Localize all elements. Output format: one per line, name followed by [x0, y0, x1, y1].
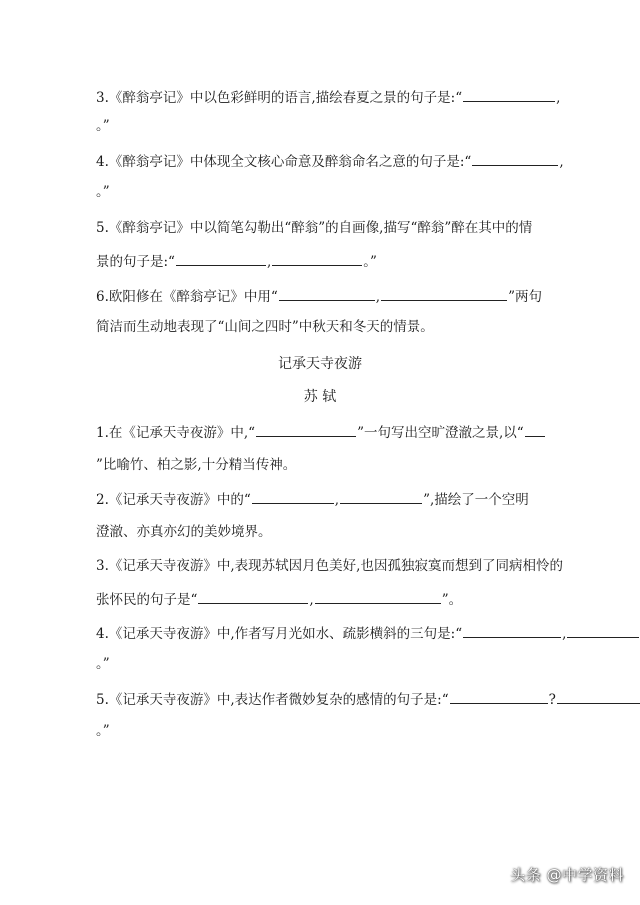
- question-zuiweng-3: [96, 88, 560, 107]
- answer-blank[interactable]: [381, 287, 507, 301]
- answer-blank[interactable]: [315, 590, 441, 604]
- question-text: 3.《醉翁亭记》中以色彩鲜明的语言,描绘春夏之景的句子是:“: [96, 90, 463, 106]
- question-chengtian-3: [96, 557, 563, 575]
- closing-quote: 。”: [363, 254, 377, 270]
- question-text-mid: ”一句写出空旷澄澈之景,以“: [357, 425, 524, 441]
- answer-blank[interactable]: [557, 690, 640, 704]
- answer-blank[interactable]: [272, 252, 362, 266]
- separator: ,: [334, 492, 340, 508]
- answer-blank[interactable]: [525, 423, 545, 437]
- answer-blank[interactable]: [472, 152, 558, 166]
- answer-blank[interactable]: [463, 88, 555, 102]
- separator: ,: [309, 592, 314, 608]
- question-text: ”比喻竹、柏之影,十分精当传神。: [96, 457, 297, 473]
- separator: ?: [548, 692, 556, 708]
- question-text: 1.在《记承天寺夜游》中,“: [96, 425, 256, 441]
- question-text: 4.《记承天寺夜游》中,作者写月光如水、疏影横斜的三句是:“: [96, 626, 463, 642]
- question-chengtian-1-line2: [96, 456, 296, 474]
- question-text-after: ”,描绘了一个空明: [423, 492, 529, 508]
- question-zuiweng-4-end: [96, 183, 110, 201]
- question-text: 5.《醉翁亭记》中以简笔勾勒出“醉翁”的自画像,描写“醉翁”醉在其中的情: [96, 220, 533, 236]
- question-text: 3.《记承天寺夜游》中,表现苏轼因月色美好,也因孤独寂寞而想到了同病相怜的: [96, 558, 563, 574]
- question-zuiweng-3-end: [96, 117, 110, 135]
- answer-blank[interactable]: [279, 287, 375, 301]
- question-zuiweng-5: [96, 219, 532, 237]
- closing-quote: 。”: [96, 118, 110, 134]
- answer-blank[interactable]: [450, 690, 548, 704]
- section-author: 苏 轼: [303, 389, 337, 405]
- question-zuiweng-4: [96, 152, 564, 171]
- question-text: 6.欧阳修在《醉翁亭记》中用“: [96, 289, 278, 305]
- question-chengtian-3-line2: [96, 590, 462, 609]
- answer-blank[interactable]: [340, 490, 422, 504]
- separator: ,: [266, 254, 272, 270]
- question-zuiweng-5-line2: [96, 252, 377, 271]
- closing-quote: ”。: [441, 592, 463, 608]
- answer-blank[interactable]: [256, 423, 356, 437]
- source-watermark: 头条 @中学资料: [510, 866, 624, 884]
- question-zuiweng-6: [96, 287, 542, 306]
- question-text: 4.《醉翁亭记》中体现全文核心命意及醉翁命名之意的句子是:“: [96, 154, 472, 170]
- answer-blank[interactable]: [463, 624, 561, 638]
- question-chengtian-2: [96, 490, 529, 509]
- separator: ,: [559, 154, 564, 170]
- question-text: 2.《记承天寺夜游》中的“: [96, 492, 251, 508]
- closing-quote: 。”: [96, 184, 110, 200]
- question-text: 5.《记承天寺夜游》中,表达作者微妙复杂的感情的句子是:“: [96, 692, 449, 708]
- section-title: 记承天寺夜游: [278, 356, 362, 372]
- answer-blank[interactable]: [252, 490, 334, 504]
- question-text: 张怀民的句子是“: [96, 592, 198, 608]
- separator: ,: [562, 626, 567, 642]
- answer-blank[interactable]: [567, 624, 639, 638]
- question-zuiweng-6-line2: [96, 318, 434, 336]
- closing-quote: 。”: [96, 656, 110, 672]
- separator: ,: [556, 90, 561, 106]
- question-chengtian-1: [96, 423, 546, 442]
- question-chengtian-5-end: [96, 722, 110, 740]
- answer-blank[interactable]: [176, 252, 266, 266]
- separator: ,: [375, 289, 381, 305]
- question-chengtian-4: [96, 624, 640, 643]
- question-text: 澄澈、亦真亦幻的美妙境界。: [96, 524, 272, 540]
- answer-blank[interactable]: [198, 590, 308, 604]
- question-chengtian-5: [96, 690, 640, 709]
- question-chengtian-4-end: [96, 655, 110, 673]
- question-chengtian-2-line2: [96, 523, 272, 541]
- closing-quote: 。”: [96, 723, 110, 739]
- question-text: 简洁而生动地表现了“山间之四时”中秋天和冬天的情景。: [96, 319, 434, 335]
- question-text: 景的句子是:“: [96, 254, 175, 270]
- question-text-after: ”两句: [508, 289, 542, 305]
